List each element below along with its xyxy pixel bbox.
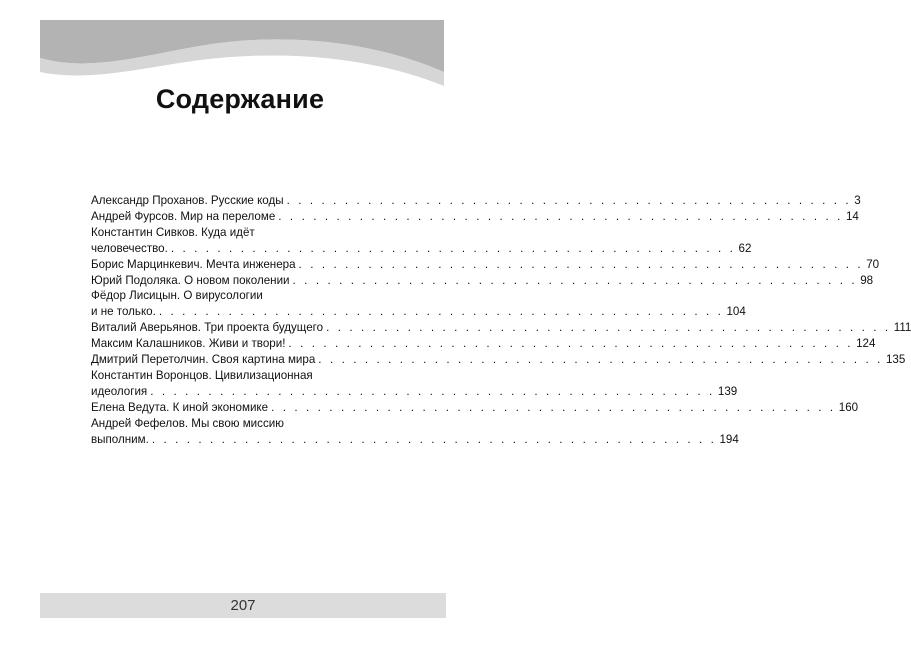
toc-entry-line xyxy=(91,209,859,225)
toc-entry-line xyxy=(91,400,859,416)
footer-band xyxy=(40,593,446,618)
toc-entry-text: и не только. xyxy=(91,305,156,319)
page-title: Содержание xyxy=(155,84,325,114)
toc-page-number: 160 xyxy=(838,400,859,414)
toc-entry-text: Андрей Фурсов. Мир на переломе xyxy=(91,209,276,223)
toc-leader-dots: . . . . . . . . . . . . . . . . . . . . . . . . . . . . . . . . . . . . . . . . . . . . . . . . . xyxy=(318,353,883,367)
toc-leader-dots: . . . . . . . . . . . . . . . . . . . . . . . . . . . . . . . . . . . . . . . . . . . . . . . . . xyxy=(150,384,715,398)
toc-entry-line xyxy=(91,193,861,209)
toc-entry-text: Фёдор Лисицын. О вирусологии xyxy=(91,289,263,303)
toc-entry-text: Дмитрий Перетолчин. Своя картина мира xyxy=(91,353,316,367)
header-wave-band xyxy=(40,20,444,86)
table-of-contents xyxy=(91,193,911,448)
toc-entry-text: Юрий Подоляка. О новом поколении xyxy=(91,273,290,287)
toc-entry-line xyxy=(91,273,874,289)
toc-entry-line xyxy=(91,225,372,241)
toc-page-number: 111 xyxy=(893,321,911,335)
toc-entry-line xyxy=(91,416,372,432)
toc-entry-line xyxy=(91,352,906,368)
toc-page-number: 14 xyxy=(845,209,859,223)
toc-entry-text: человечество. xyxy=(91,241,168,255)
toc-leader-dots: . . . . . . . . . . . . . . . . . . . . . . . . . . . . . . . . . . . . . . . . . . . . . . . . . xyxy=(158,305,724,319)
toc-entry-text: Елена Ведута. К иной экономике xyxy=(91,400,269,414)
toc-entry-line xyxy=(91,368,372,384)
toc-leader-dots: . . . . . . . . . . . . . . . . . . . . . . . . . . . . . . . . . . . . . . . . . . . . . . . . . xyxy=(286,194,852,207)
toc-page-number: 194 xyxy=(719,432,739,446)
toc-leader-dots: . . . . . . . . . . . . . . . . . . . . . . . . . . . . . . . . . . . . . . . . . . . . . . . . . xyxy=(170,241,736,255)
toc-leader-dots: . . . . . . . . . . . . . . . . . . . . . . . . . . . . . . . . . . . . . . . . . . . . . . . . . xyxy=(326,321,891,335)
toc-leader-dots: . . . . . . . . . . . . . . . . . . . . . . . . . . . . . . . . . . . . . . . . . . . . . . . . . xyxy=(298,257,864,271)
toc-page-number: 62 xyxy=(738,241,752,255)
toc-page-number: 124 xyxy=(856,337,876,351)
toc-entry-text: Александр Проханов. Русские коды xyxy=(91,194,284,207)
toc-page-number: 135 xyxy=(885,353,906,367)
toc-page-number: 70 xyxy=(866,257,880,271)
toc-entry-text: Константин Сивков. Куда идёт xyxy=(91,225,255,239)
toc-entry-line xyxy=(91,241,752,257)
toc-page-number: 3 xyxy=(854,194,861,207)
toc-leader-dots: . . . . . . . . . . . . . . . . . . . . . . . . . . . . . . . . . . . . . . . . . . . . . . . . . xyxy=(288,337,854,351)
toc-entry-text: Андрей Фефелов. Мы свою миссию xyxy=(91,416,284,430)
toc-leader-dots: . . . . . . . . . . . . . . . . . . . . . . . . . . . . . . . . . . . . . . . . . . . . . . . . . xyxy=(278,209,843,223)
toc-page-number: 98 xyxy=(860,273,874,287)
toc-page-number: 104 xyxy=(726,305,746,319)
toc-entry-line xyxy=(91,336,876,352)
toc-entry-text: идеология xyxy=(91,384,148,398)
toc-entry-text: выполним. xyxy=(91,432,149,446)
toc-leader-dots: . . . . . . . . . . . . . . . . . . . . . . . . . . . . . . . . . . . . . . . . . . . . . . . . . xyxy=(292,273,858,287)
toc-leader-dots: . . . . . . . . . . . . . . . . . . . . . . . . . . . . . . . . . . . . . . . . . . . . . . . . . xyxy=(151,432,717,446)
toc-entry-line xyxy=(91,384,738,400)
toc-leader-dots: . . . . . . . . . . . . . . . . . . . . . . . . . . . . . . . . . . . . . . . . . . . . . . . . . xyxy=(271,400,836,414)
toc-entry-text: Виталий Аверьянов. Три проекта будущего xyxy=(91,321,324,335)
toc-entry-line xyxy=(91,432,739,448)
toc-entry-line xyxy=(91,320,911,336)
toc-entry-text: Максим Калашников. Живи и твори! xyxy=(91,337,286,351)
page-number: 207 xyxy=(230,597,256,614)
toc-entry-line xyxy=(91,288,372,304)
toc-entry-line xyxy=(91,304,746,320)
toc-entry-line xyxy=(91,257,880,273)
toc-entry-text: Борис Марцинкевич. Мечта инженера xyxy=(91,257,296,271)
toc-page-number: 139 xyxy=(717,384,738,398)
toc-entry-text: Константин Воронцов. Цивилизационная xyxy=(91,368,313,382)
